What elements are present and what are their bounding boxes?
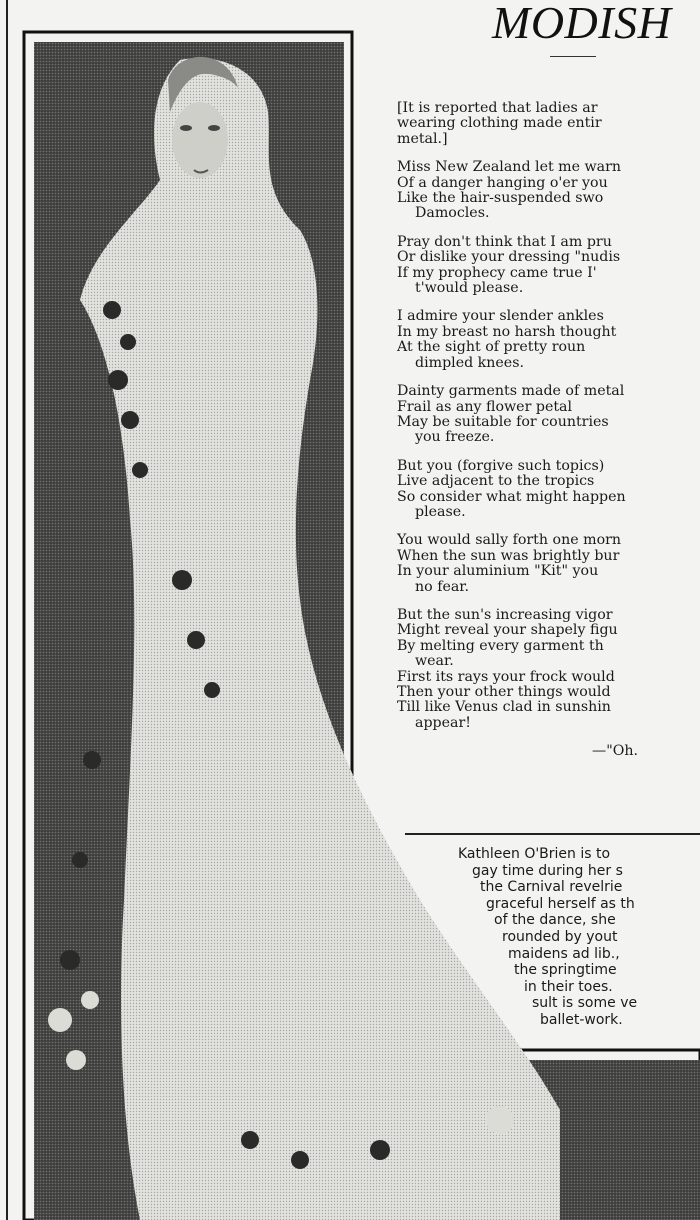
- poem-line: So consider what might happen: [397, 488, 626, 505]
- poem: [397, 101, 700, 760]
- poem-line: But you (forgive such topics): [397, 457, 605, 474]
- intro-line: [It is reported that ladies ar: [397, 100, 598, 116]
- intro-line: metal.]: [397, 130, 448, 147]
- poem-line: wear.: [415, 653, 454, 670]
- poem-line: By melting every garment th: [397, 637, 604, 654]
- poem-line: dimpled knees.: [415, 354, 524, 371]
- poem-line: Dainty garments made of metal: [397, 383, 625, 400]
- poem-line: In your aluminium "Kit" you: [397, 563, 599, 580]
- poem-stanza: [397, 459, 700, 521]
- poem-line: Till like Venus clad in sunshin: [397, 699, 611, 716]
- poem-line: May be suitable for countries: [397, 413, 609, 430]
- poem-line: Pray don't think that I am pru: [397, 233, 612, 250]
- woman-face: [172, 102, 228, 178]
- poem-line: Of a danger hanging o'er you: [397, 174, 608, 191]
- poem-line: If my prophecy came true I': [397, 264, 597, 281]
- poem-line: appear!: [415, 714, 471, 731]
- poem-stanza: [397, 160, 700, 222]
- caption-line: in their toes.: [524, 978, 613, 995]
- poem-line: But the sun's increasing vigor: [397, 606, 613, 623]
- article-title: MODISH: [492, 0, 672, 48]
- poem-line: please.: [415, 503, 466, 520]
- poem-line: When the sun was brightly bur: [397, 547, 620, 564]
- poem-line: Live adjacent to the tropics: [397, 473, 595, 490]
- caption-line: rounded by yout: [502, 928, 618, 945]
- poem-stanza: [397, 309, 700, 371]
- poem-line: Like the hair-suspended swo: [397, 190, 604, 207]
- poem-line: Damocles.: [415, 205, 490, 222]
- poem-stanza: [397, 670, 700, 732]
- poem-line: At the sight of pretty roun: [397, 339, 586, 356]
- photo-caption: [458, 846, 700, 1029]
- caption-line: gay time during her s: [472, 862, 623, 879]
- caption-divider: [405, 833, 700, 835]
- poem-line: Miss New Zealand let me warn: [397, 159, 622, 176]
- poem-line: Might reveal your shapely figu: [397, 622, 618, 639]
- poem-line: no fear.: [415, 578, 470, 595]
- poem-line: you freeze.: [415, 429, 495, 446]
- poem-line: In my breast no harsh thought: [397, 323, 617, 340]
- caption-line: sult is some ve: [532, 995, 638, 1012]
- poem-line: You would sally forth one morn: [397, 532, 622, 549]
- caption-line: maidens ad lib.,: [508, 945, 620, 962]
- poem-stanza: [397, 533, 700, 595]
- poem-signature: —"Oh.: [592, 743, 638, 760]
- poem-line: Then your other things would: [397, 684, 611, 700]
- caption-line: the Carnival revelrie: [480, 879, 623, 896]
- poem-line: Frail as any flower petal: [397, 398, 573, 415]
- caption-line: Kathleen O'Brien is to: [458, 846, 611, 862]
- poem-line: First its rays your frock would: [397, 668, 615, 685]
- poem-line: I admire your slender ankles: [397, 308, 604, 325]
- poem-intro: [397, 101, 700, 147]
- poem-stanza: [397, 384, 700, 446]
- poem-stanzas: [397, 160, 700, 731]
- poem-stanza: [397, 608, 700, 670]
- poem-line: t'would please.: [415, 280, 524, 297]
- poem-stanza: [397, 235, 700, 297]
- caption-line: ballet-work.: [540, 1011, 623, 1028]
- caption-line: the springtime: [514, 962, 617, 979]
- intro-line: wearing clothing made entir: [397, 115, 602, 132]
- poem-line: Or dislike your dressing "nudis: [397, 249, 621, 266]
- caption-line: of the dance, she: [494, 912, 616, 929]
- caption-line: graceful herself as th: [486, 895, 635, 912]
